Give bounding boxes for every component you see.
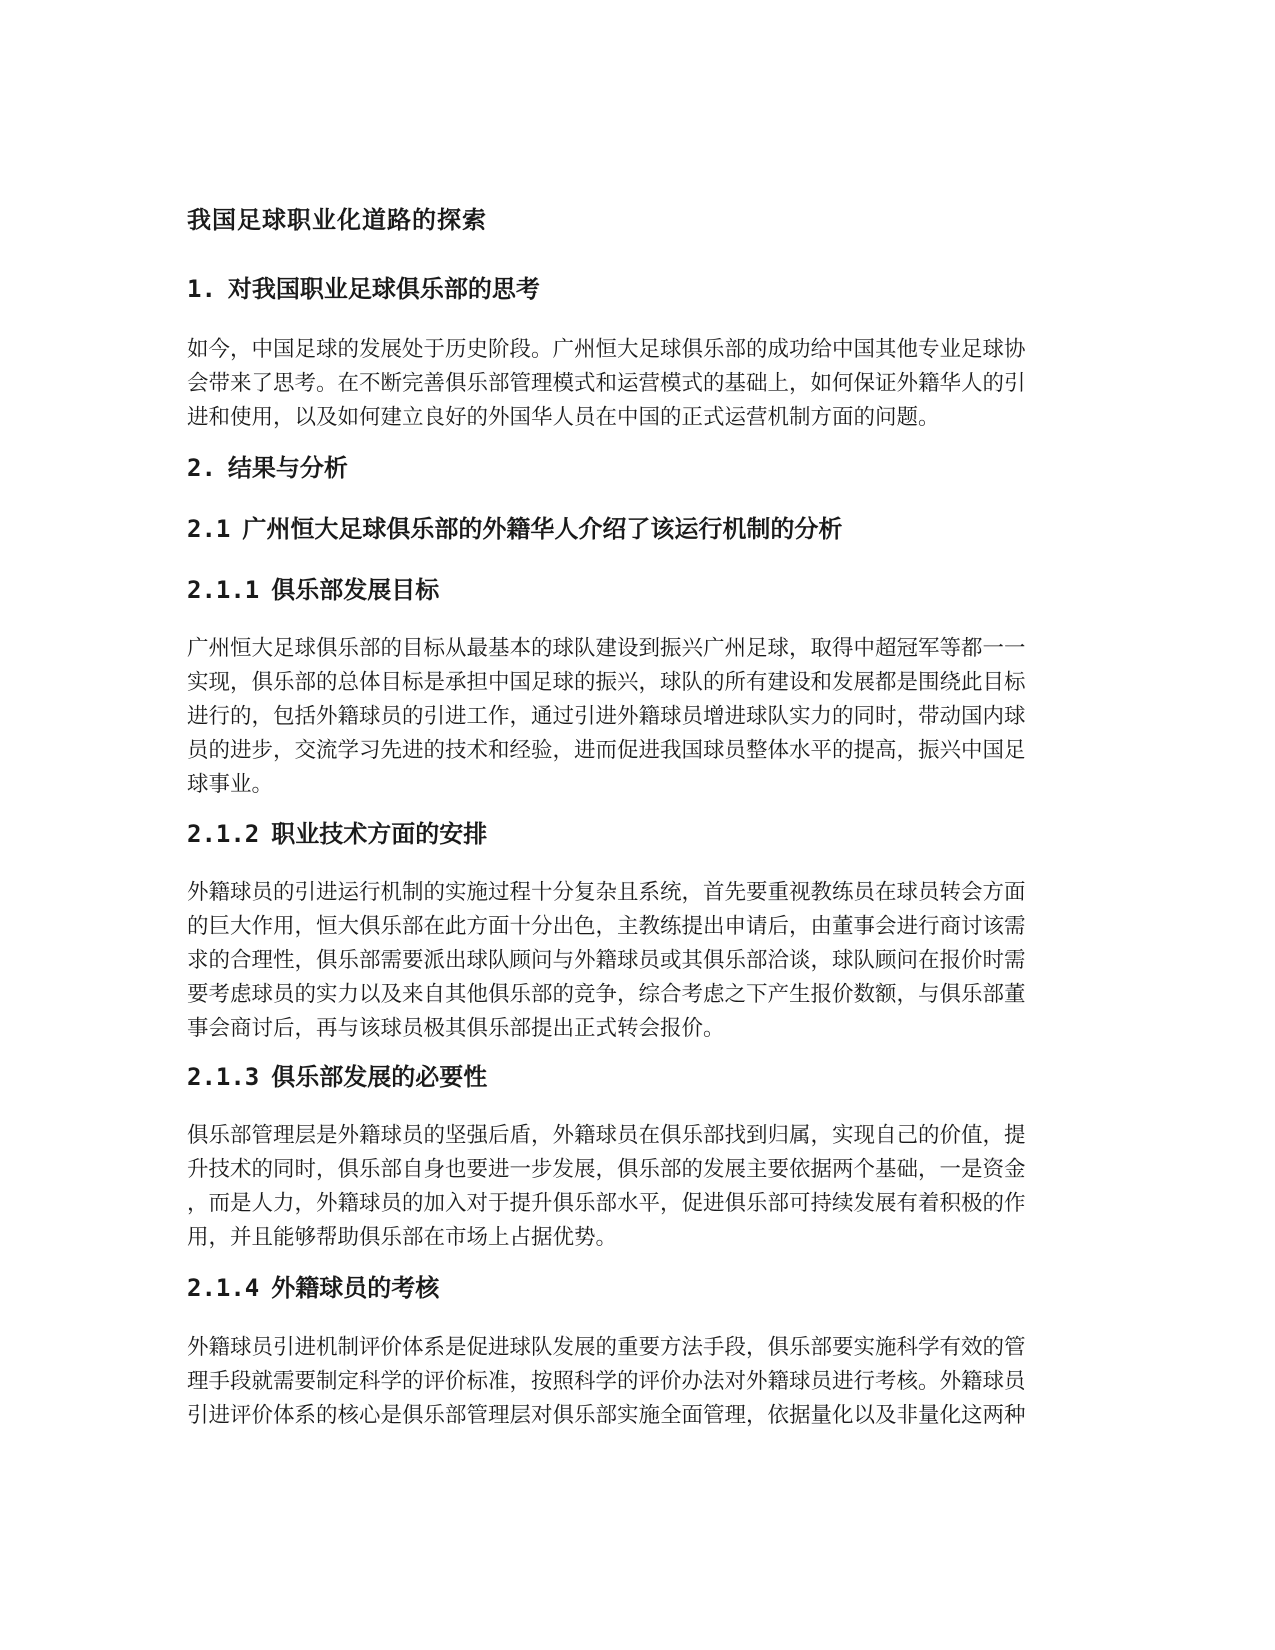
paragraph-line: 球事业。 bbox=[187, 772, 274, 797]
section-number: 2.1.4 bbox=[187, 1274, 260, 1302]
section-heading-text: 俱乐部发展的必要性 bbox=[271, 1063, 488, 1091]
section-number: 2.1.3 bbox=[187, 1063, 260, 1091]
section-number: 1. bbox=[187, 275, 216, 303]
paragraph-2-1-1 bbox=[187, 632, 1026, 802]
section-number: 2. bbox=[187, 454, 216, 482]
paragraph-line: 求的合理性，俱乐部需要派出球队顾问与外籍球员或其俱乐部洽谈，球队顾问在报价时需 bbox=[187, 948, 1026, 973]
section-heading-text: 外籍球员的考核 bbox=[271, 1274, 440, 1302]
section-heading-text: 结果与分析 bbox=[227, 454, 348, 482]
paragraph-line: 事会商讨后，再与该球员极其俱乐部提出正式转会报价。 bbox=[187, 1016, 725, 1041]
paragraph-line: 要考虑球员的实力以及来自其他俱乐部的竞争，综合考虑之下产生报价数额，与俱乐部董 bbox=[187, 982, 1026, 1007]
section-heading-2-1 bbox=[187, 511, 1087, 547]
paragraph-line: 引进评价体系的核心是俱乐部管理层对俱乐部实施全面管理，依据量化以及非量化这两种 bbox=[187, 1403, 1026, 1428]
section-number: 2.1 bbox=[187, 515, 231, 543]
section-heading-text: 职业技术方面的安排 bbox=[271, 820, 488, 848]
section-heading-text: 对我国职业足球俱乐部的思考 bbox=[227, 275, 540, 303]
section-heading-1 bbox=[187, 271, 1087, 307]
section-heading-2-1-3 bbox=[187, 1059, 1087, 1095]
paragraph-line: 如今，中国足球的发展处于历史阶段。广州恒大足球俱乐部的成功给中国其他专业足球协 bbox=[187, 337, 1026, 362]
paragraph-line: 理手段就需要制定科学的评价标准，按照科学的评价办法对外籍球员进行考核。外籍球员 bbox=[187, 1369, 1026, 1394]
paragraph-line: 俱乐部管理层是外籍球员的坚强后盾，外籍球员在俱乐部找到归属，实现自己的价值，提 bbox=[187, 1123, 1026, 1148]
paragraph-2-1-2 bbox=[187, 876, 1026, 1046]
paragraph-line: 外籍球员的引进运行机制的实施过程十分复杂且系统，首先要重视教练员在球员转会方面 bbox=[187, 880, 1026, 905]
section-heading-2-1-4 bbox=[187, 1270, 1087, 1306]
paragraph-line: 升技术的同时，俱乐部自身也要进一步发展，俱乐部的发展主要依据两个基础，一是资金 bbox=[187, 1157, 1026, 1182]
document-title: 我国足球职业化道路的探索 bbox=[187, 206, 487, 234]
paragraph-line: 员的进步，交流学习先进的技术和经验，进而促进我国球员整体水平的提高，振兴中国足 bbox=[187, 738, 1026, 763]
section-heading-2-1-2 bbox=[187, 816, 1087, 852]
paragraph-line: 用，并且能够帮助俱乐部在市场上占据优势。 bbox=[187, 1225, 618, 1250]
paragraph-line: ，而是人力，外籍球员的加入对于提升俱乐部水平，促进俱乐部可持续发展有着积极的作 bbox=[187, 1191, 1026, 1216]
paragraph-line: 进和使用，以及如何建立良好的外国华人员在中国的正式运营机制方面的问题。 bbox=[187, 405, 940, 430]
paragraph-2-1-3 bbox=[187, 1119, 1026, 1255]
paragraph-line: 外籍球员引进机制评价体系是促进球队发展的重要方法手段，俱乐部要实施科学有效的管 bbox=[187, 1335, 1026, 1360]
paragraph-line: 广州恒大足球俱乐部的目标从最基本的球队建设到振兴广州足球，取得中超冠军等都一一 bbox=[187, 636, 1026, 661]
paragraph-line: 会带来了思考。在不断完善俱乐部管理模式和运营模式的基础上，如何保证外籍华人的引 bbox=[187, 371, 1026, 396]
paragraph-line: 的巨大作用，恒大俱乐部在此方面十分出色，主教练提出申请后，由董事会进行商讨该需 bbox=[187, 914, 1026, 939]
section-heading-text: 俱乐部发展目标 bbox=[271, 576, 440, 604]
paragraph-line: 进行的，包括外籍球员的引进工作，通过引进外籍球员增进球队实力的同时，带动国内球 bbox=[187, 704, 1026, 729]
section-heading-text: 广州恒大足球俱乐部的外籍华人介绍了该运行机制的分析 bbox=[242, 515, 843, 543]
paragraph-2-1-4 bbox=[187, 1331, 1026, 1433]
paragraph-1 bbox=[187, 333, 1026, 435]
section-heading-2 bbox=[187, 450, 1087, 486]
section-heading-2-1-1 bbox=[187, 572, 1087, 608]
paragraph-line: 实现，俱乐部的总体目标是承担中国足球的振兴，球队的所有建设和发展都是围绕此目标 bbox=[187, 670, 1026, 695]
section-number: 2.1.1 bbox=[187, 576, 260, 604]
section-number: 2.1.2 bbox=[187, 820, 260, 848]
